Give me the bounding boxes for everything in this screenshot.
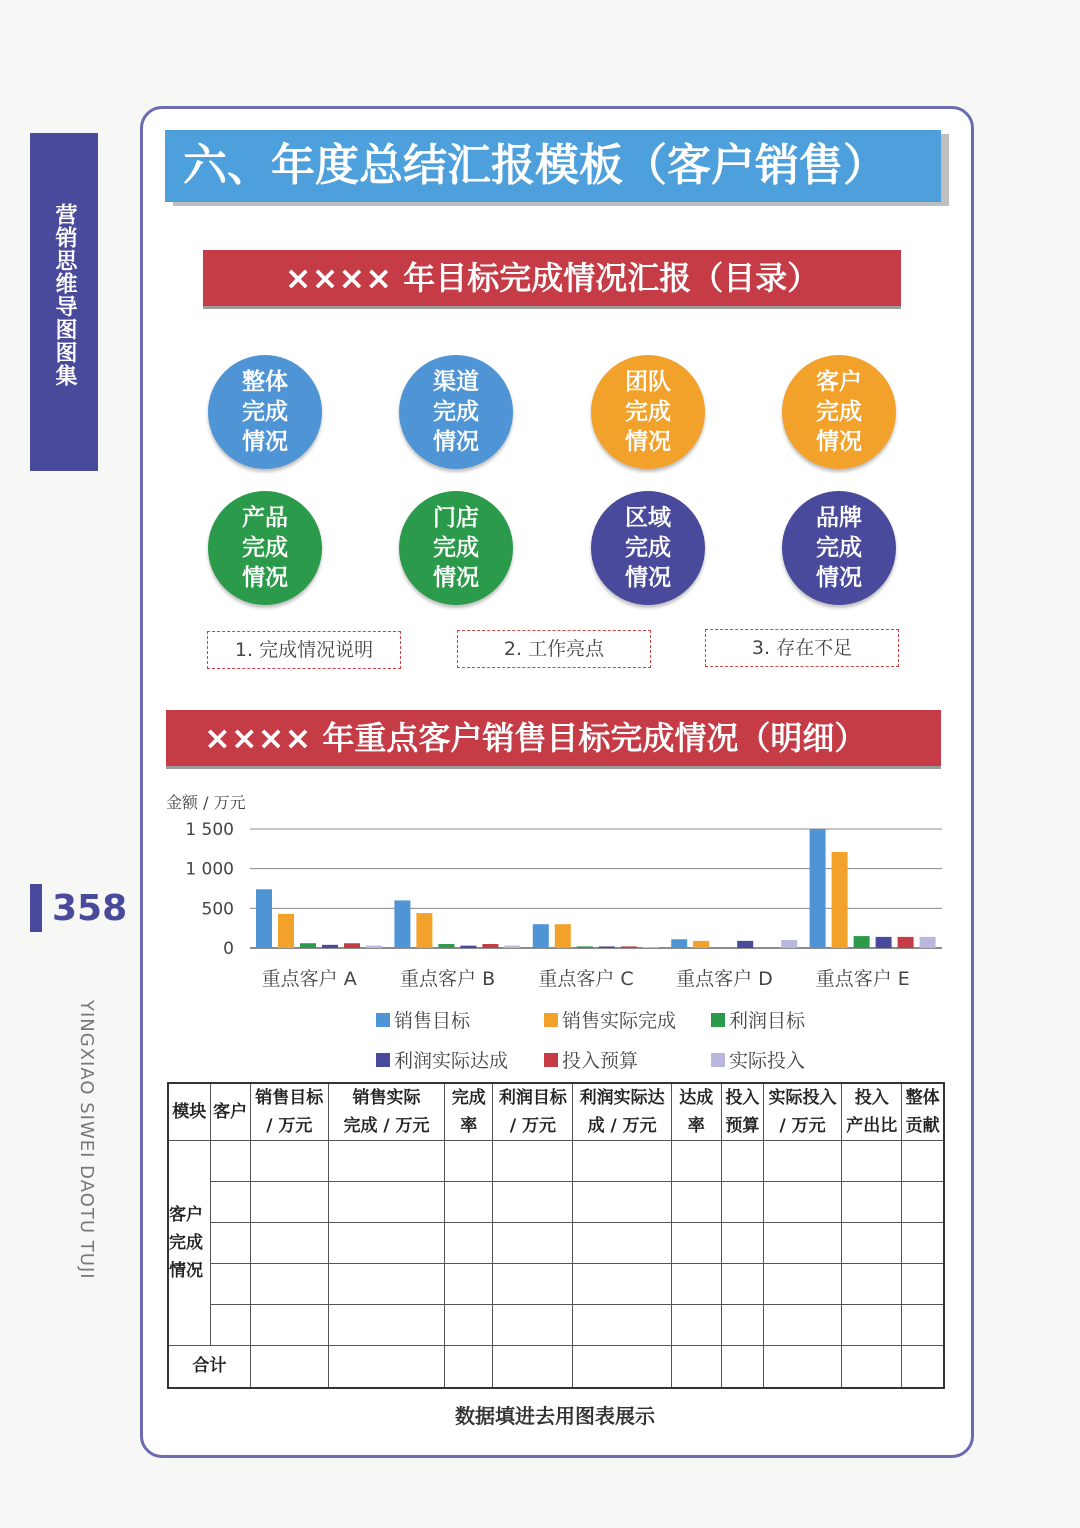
table-cell[interactable] [573,1346,671,1388]
table-cell[interactable] [763,1346,841,1388]
bar-5-6 [920,937,936,948]
bar-5-2 [832,852,848,948]
table-row [168,1223,944,1264]
table-cell[interactable] [210,1305,250,1346]
table-cell[interactable] [573,1182,671,1223]
legend-label: 销售目标 [394,1010,471,1032]
bar-2-3 [438,944,454,948]
summary-table [167,1082,945,1389]
table-cell[interactable] [573,1141,671,1182]
legend-swatch [544,1053,558,1067]
bar-3-1 [533,924,549,948]
legend-swatch [544,1013,558,1027]
bar-4-6 [781,940,797,948]
table-cell[interactable] [250,1223,328,1264]
table-header-cell: 整体 贡献 [902,1083,944,1141]
bar-4-4 [737,941,753,948]
x-category-label: 重点客户 B [400,968,496,990]
table-cell[interactable] [328,1223,444,1264]
table-cell[interactable] [250,1346,328,1388]
table-header-cell: 模块 [168,1083,210,1141]
table-cell[interactable] [842,1223,902,1264]
y-tick-label: 1 500 [185,820,234,840]
category-circle: 区域 完成 情况 [591,491,705,605]
bar-chart [160,815,950,1000]
table-cell[interactable] [902,1305,944,1346]
table-cell[interactable] [721,1264,763,1305]
table-header-cell: 达成 率 [671,1083,721,1141]
category-circle: 客户 完成 情况 [782,355,896,469]
table-cell[interactable] [573,1223,671,1264]
bar-1-1 [256,889,272,948]
table-cell[interactable] [842,1141,902,1182]
table-cell[interactable] [328,1182,444,1223]
table-cell[interactable] [902,1346,944,1388]
category-circle: 团队 完成 情况 [591,355,705,469]
table-cell[interactable] [328,1305,444,1346]
bar-1-2 [278,914,294,948]
table-cell[interactable] [671,1264,721,1305]
table-cell[interactable] [721,1223,763,1264]
bar-4-2 [693,941,709,948]
legend-item [544,1046,638,1073]
total-label: 合计 [168,1346,250,1388]
table-cell[interactable] [902,1182,944,1223]
table-cell[interactable] [328,1346,444,1388]
category-circle: 品牌 完成 情况 [782,491,896,605]
category-circle: 产品 完成 情况 [208,491,322,605]
bar-2-1 [394,900,410,948]
footer-caption: 数据填进去用图表展示 [455,1404,655,1428]
book-title-vertical: YINGXIAO SIWEI DAOTU TUJI [76,1000,97,1280]
table-cell[interactable] [763,1141,841,1182]
table-cell[interactable] [721,1346,763,1388]
table-header-cell: 完成 率 [445,1083,493,1141]
bar-5-1 [810,829,826,948]
table-cell[interactable] [842,1182,902,1223]
table-cell[interactable] [210,1182,250,1223]
table-cell[interactable] [721,1141,763,1182]
x-category-label: 重点客户 D [676,968,773,990]
table-cell[interactable] [721,1182,763,1223]
table-cell[interactable] [763,1182,841,1223]
table-cell[interactable] [493,1346,573,1388]
table-cell[interactable] [210,1141,250,1182]
table-row [168,1264,944,1305]
section-banner-detail: ×××× 年重点客户销售目标完成情况（明细） [166,710,941,766]
side-tab-title: 营销思维导图图集 [52,203,77,387]
dashed-item-3: 3. 存在不足 [705,629,899,667]
table-cell[interactable] [210,1264,250,1305]
table-total-row [168,1346,944,1388]
legend-swatch [376,1013,390,1027]
table-cell[interactable] [445,1223,493,1264]
table-cell[interactable] [842,1264,902,1305]
main-title: 六、年度总结汇报模板（客户销售） [165,130,941,202]
table-cell[interactable] [445,1182,493,1223]
bar-5-5 [898,937,914,948]
table-row [168,1305,944,1346]
table-cell[interactable] [493,1264,573,1305]
legend-swatch [376,1053,390,1067]
table-cell[interactable] [250,1305,328,1346]
legend-item [711,1046,805,1073]
bar-2-5 [482,944,498,948]
legend-label: 利润实际达成 [394,1050,509,1072]
table-cell[interactable] [493,1182,573,1223]
x-category-label: 重点客户 A [261,968,357,990]
bar-5-3 [854,936,870,948]
bar-3-2 [555,924,571,948]
legend-label: 实际投入 [729,1050,806,1072]
x-category-label: 重点客户 C [538,968,634,990]
side-tab [30,133,98,471]
x-category-label: 重点客户 E [815,968,910,990]
table-cell[interactable] [493,1305,573,1346]
table-cell[interactable] [763,1223,841,1264]
table-cell[interactable] [763,1264,841,1305]
y-tick-label: 0 [223,939,234,959]
table-cell[interactable] [445,1141,493,1182]
legend-label: 利润目标 [729,1010,806,1032]
table-cell[interactable] [763,1305,841,1346]
table-header-cell: 投入 预算 [721,1083,763,1141]
page-number [30,884,127,932]
bar-1-6 [366,946,382,948]
table-header-cell: 利润目标 / 万元 [493,1083,573,1141]
bar-5-4 [876,937,892,948]
table-cell[interactable] [671,1223,721,1264]
module-cell: 客户 完成 情况 [168,1141,210,1346]
dashed-item-2: 2. 工作亮点 [457,630,651,668]
table-cell[interactable] [445,1305,493,1346]
page-number-text: 358 [52,887,128,929]
table-cell[interactable] [493,1223,573,1264]
legend-label: 销售实际完成 [562,1010,677,1032]
table-cell[interactable] [445,1264,493,1305]
table-cell[interactable] [250,1182,328,1223]
table-header-cell: 投入 产出比 [842,1083,902,1141]
chart-y-label: 金额 / 万元 [166,793,246,812]
bar-1-3 [300,943,316,948]
bar-1-5 [344,943,360,948]
legend-label: 投入预算 [562,1050,639,1072]
table-cell[interactable] [902,1264,944,1305]
bar-2-6 [504,946,520,948]
table-row [168,1182,944,1223]
legend-item [711,1006,805,1033]
table-header-cell: 销售实际 完成 / 万元 [328,1083,444,1141]
bar-3-3 [577,946,593,948]
table-header-cell: 客户 [210,1083,250,1141]
table-cell[interactable] [902,1223,944,1264]
bar-3-4 [599,946,615,948]
table-cell[interactable] [721,1305,763,1346]
bar-3-5 [621,946,637,948]
bar-3-6 [643,947,659,948]
y-tick-label: 1 000 [185,859,234,880]
section-banner-catalog: ×××× 年目标完成情况汇报（目录） [203,250,901,306]
legend-swatch [711,1013,725,1027]
table-cell[interactable] [671,1141,721,1182]
bar-1-4 [322,945,338,948]
table-cell[interactable] [328,1264,444,1305]
table-cell[interactable] [842,1305,902,1346]
table-cell[interactable] [573,1305,671,1346]
table-cell[interactable] [671,1182,721,1223]
table-header-cell: 利润实际达 成 / 万元 [573,1083,671,1141]
table-header-cell: 实际投入 / 万元 [763,1083,841,1141]
y-tick-label: 500 [201,899,234,920]
bar-4-1 [671,939,687,948]
table-cell[interactable] [445,1346,493,1388]
table-header-row [168,1083,944,1141]
page-number-bar [30,884,42,932]
table-cell[interactable] [210,1223,250,1264]
table-cell[interactable] [493,1141,573,1182]
table-cell[interactable] [250,1141,328,1182]
legend-item [376,1006,470,1033]
legend-item [376,1046,508,1073]
table-row [168,1141,944,1182]
table-cell[interactable] [573,1264,671,1305]
legend-swatch [711,1053,725,1067]
bar-2-2 [416,913,432,948]
legend-item [544,1006,676,1033]
category-circle: 门店 完成 情况 [399,491,513,605]
dashed-item-1: 1. 完成情况说明 [207,631,401,669]
table-cell[interactable] [842,1346,902,1388]
table-cell[interactable] [250,1264,328,1305]
table-cell[interactable] [328,1141,444,1182]
table-cell[interactable] [902,1141,944,1182]
table-header-cell: 销售目标 / 万元 [250,1083,328,1141]
category-circle: 渠道 完成 情况 [399,355,513,469]
table-cell[interactable] [671,1346,721,1388]
category-circle: 整体 完成 情况 [208,355,322,469]
bar-2-4 [460,946,476,948]
table-cell[interactable] [671,1305,721,1346]
